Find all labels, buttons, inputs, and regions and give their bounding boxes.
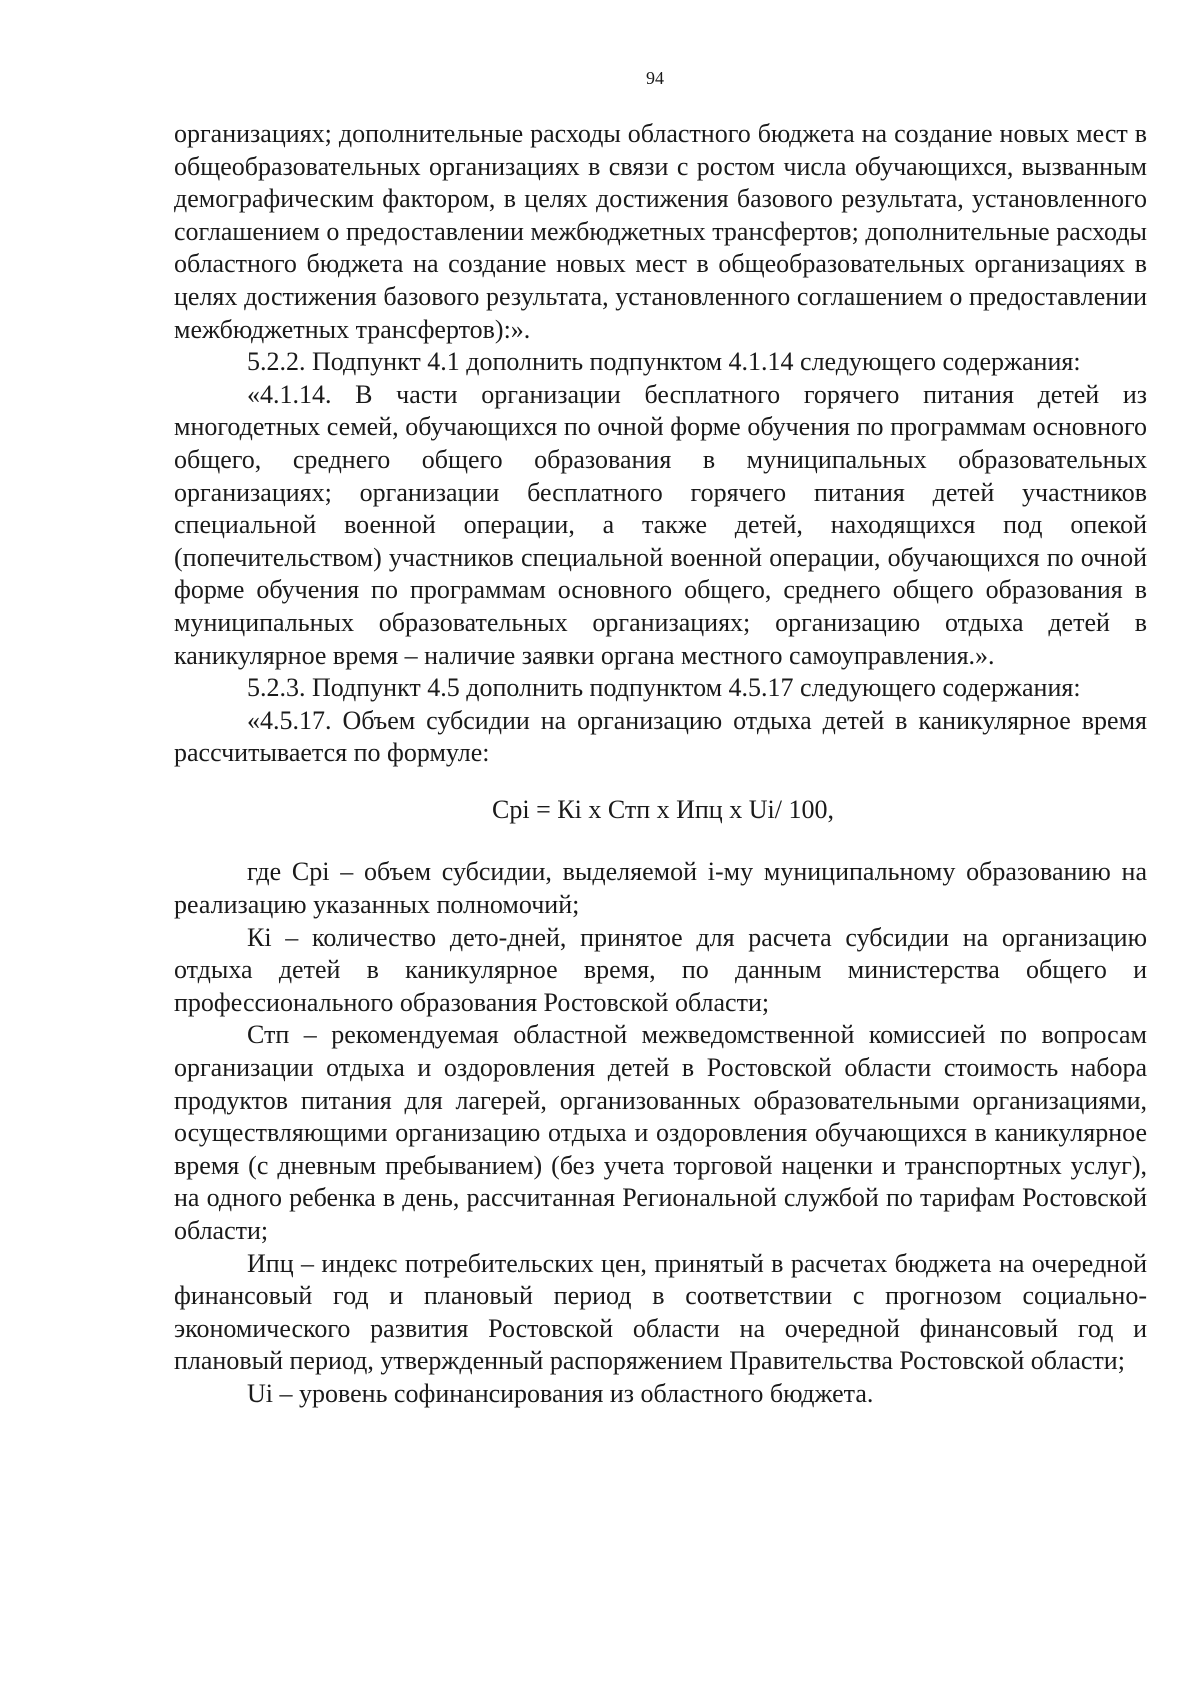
definition-cpi: где Срi – объем субсидии, выделяемой i-му муниципальному образованию на реализацию указанных полномочий; bbox=[174, 857, 1147, 920]
definition-ui: Ui – уровень софинансирования из областного бюджета. bbox=[247, 1378, 874, 1408]
paragraph-4-5-17: «4.5.17. Объем субсидии на организацию отдыха детей в каникулярное время рассчитывается по формуле: bbox=[174, 705, 1147, 768]
paragraph-5-2-3: 5.2.3. Подпункт 4.5 дополнить подпунктом 4.5.17 следующего содержания: bbox=[247, 673, 1081, 703]
definition-ki: Кi – количество дето-дней, принятое для расчета субсидии на организацию отдыха детей в каникулярное время, по данным министерства общего и профессионального образования Ростовской области; bbox=[174, 922, 1147, 1017]
paragraph-continuation: организациях; дополнительные расходы областного бюджета на создание новых мест в общеобразовательных организациях в связи с ростом числа обучающихся, вызванным демографическим фактором, в целях достижения базового результата, установленного соглашением о предоставлении межбюджетных трансфертов; дополнительные расходы областного бюджета на создание новых мест в общеобразовательных организациях в целях достижения базового результата, установленного соглашением о предоставлении межбюджетных трансфертов):». bbox=[174, 119, 1147, 344]
subsidy-formula: Срi = Кi х Стп х Ипц х Ui/ 100, bbox=[492, 794, 834, 824]
definition-stp: Стп – рекомендуемая областной межведомственной комиссией по вопросам организации отдыха и оздоровления детей в Ростовской области стоимость набора продуктов питания для лагерей, организованных образовательными организациями, осуществляющими организацию отдыха и оздоровления обучающихся в каникулярное время (с дневным пребыванием) (без учета торговой наценки и транспортных услуг), на одного ребенка в день, рассчитанная Региональной службой по тарифам Ростовской области; bbox=[174, 1020, 1147, 1245]
paragraph-5-2-2: 5.2.2. Подпункт 4.1 дополнить подпунктом 4.1.14 следующего содержания: bbox=[247, 347, 1081, 377]
page-number: 94 bbox=[646, 68, 664, 88]
document-body bbox=[174, 118, 1147, 1411]
definition-ipc: Ипц – индекс потребительских цен, принятый в расчетах бюджета на очередной финансовый год и плановый период в соответствии с прогнозом социально-экономического развития Ростовской области на очередной финансовый год и плановый период, утвержденный распоряжением Правительства Ростовской области; bbox=[174, 1248, 1147, 1376]
paragraph-4-1-14: «4.1.14. В части организации бесплатного горячего питания детей из многодетных семей, обучающихся по очной форме обучения по программам основного общего, среднего общего образования в муниципальных образовательных организациях; организации бесплатного горячего питания детей участников специальной военной операции, а также детей, находящихся под опекой (попечительством) участников специальной военной операции, обучающихся по очной форме обучения по программам основного общего, среднего общего образования в муниципальных образовательных организациях; организацию отдыха детей в каникулярное время – наличие заявки органа местного самоуправления.». bbox=[174, 379, 1147, 670]
